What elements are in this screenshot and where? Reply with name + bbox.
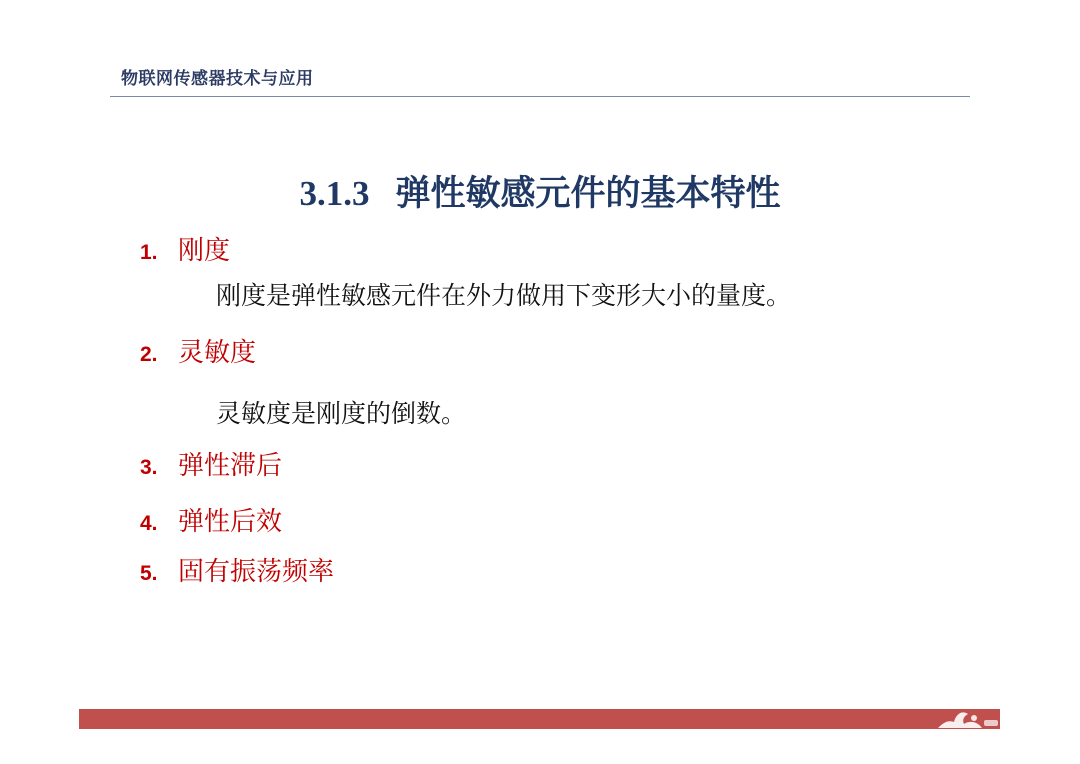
slide-title <box>0 166 1080 216</box>
footer-bar <box>79 709 1000 729</box>
list-item-label: 刚度 <box>178 236 231 266</box>
header-divider <box>110 96 970 97</box>
list-item-label: 灵敏度 <box>178 338 257 368</box>
list-item-number: 1. <box>140 241 158 264</box>
list-item <box>140 332 256 369</box>
slide-title-text: 弹性敏感元件的基本特性 <box>395 173 781 214</box>
list-item <box>140 501 282 538</box>
list-item-description: 刚度是弹性敏感元件在外力做用下变形大小的量度。 <box>216 281 792 310</box>
list-item-number: 2. <box>140 343 158 366</box>
footer-logo-icon <box>930 702 1000 736</box>
list-item-number: 4. <box>140 512 158 535</box>
list-item-description: 灵敏度是刚度的倒数。 <box>216 399 467 428</box>
list-item <box>140 551 334 588</box>
list-item-label: 固有振荡频率 <box>178 557 335 587</box>
list-item-label: 弹性滞后 <box>178 451 283 481</box>
list-item <box>140 445 282 482</box>
list-item <box>140 230 230 267</box>
list-item-number: 5. <box>140 562 158 585</box>
list-item-label: 弹性后效 <box>178 507 283 537</box>
slide-title-number: 3.1.3 <box>299 174 370 213</box>
header-title: 物联网传感器技术与应用 <box>121 69 314 89</box>
list-item-number: 3. <box>140 456 158 479</box>
